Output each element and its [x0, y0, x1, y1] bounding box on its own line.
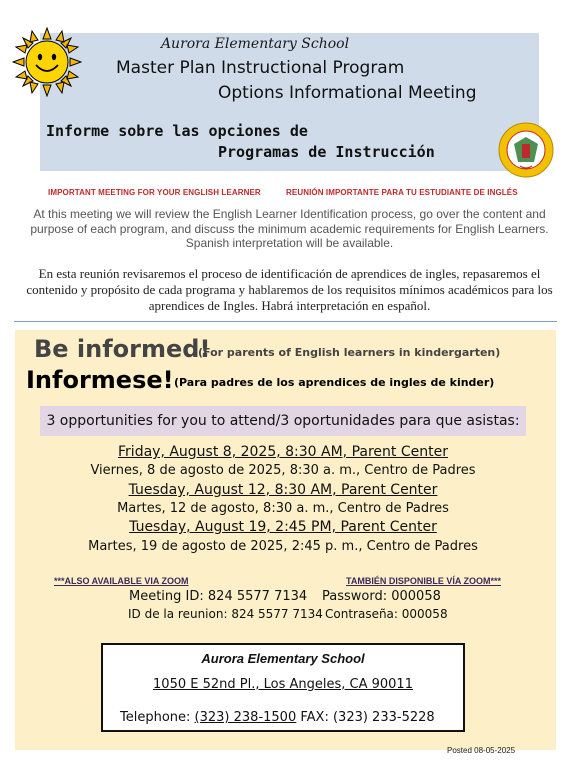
important-meeting-es: REUNIÓN IMPORTANTE PARA TU ESTUDIANTE DE INGLÉS [286, 188, 518, 197]
meeting-id-en: Meeting ID: 824 5577 7134 [129, 589, 308, 604]
meeting-id-es: ID de la reunion: 824 5577 7134 [128, 607, 323, 621]
opportunities-text: 3 opportunities for you to attend/3 oportunidades para que asistas: [46, 413, 520, 429]
password-en: Password: 000058 [322, 589, 441, 604]
password-es: Contraseña: 000058 [325, 607, 448, 621]
posted-date: Posted 08-05-2025 [447, 746, 516, 755]
address-street: 1050 E 52nd Pl., Los Angeles, CA 90011 [153, 677, 413, 692]
description-english: At this meeting we will review the English Learner Identification process, go over the content and purpose of each program, and discuss the minimum academic requirements for English Learners. Spanish interpretation will be available. [30, 207, 549, 250]
session-3-es: Martes, 19 de agosto de 2025, 2:45 p. m., Centro de Padres [88, 539, 478, 554]
session-1-en: Friday, August 8, 2025, 8:30 AM, Parent Center [118, 444, 448, 460]
phone-number[interactable]: (323) 238-1500 [194, 710, 297, 725]
phone-label: Telephone: [120, 710, 191, 725]
session-3-en: Tuesday, August 19, 2:45 PM, Parent Center [129, 519, 437, 535]
lausd-seal-icon [498, 122, 554, 178]
session-1-es: Viernes, 8 de agosto de 2025, 8:30 a. m., Centro de Padres [90, 463, 476, 478]
important-meeting-en: IMPORTANT MEETING FOR YOUR ENGLISH LEARNER [48, 188, 261, 197]
description-spanish: En esta reunión revisaremos el proceso de identificación de aprendices de ingles, repasaremos el contenido y propósito de cada programa y hablaremos de los requisitos mínimos académicos para los aprendices de Ingles. Habrá interpretación en español. [26, 266, 553, 313]
school-name-header: Aurora Elementary School [160, 36, 350, 52]
informese-subtitle: (Para padres de los aprendices de ingles de kinder) [174, 376, 495, 389]
zoom-label-es: TAMBIÉN DISPONIBLE VÍA ZOOM*** [346, 576, 502, 586]
be-informed-heading: Be informed! [34, 335, 211, 363]
title-es-line1: Informe sobre las opciones de [46, 122, 308, 140]
session-2-en: Tuesday, August 12, 8:30 AM, Parent Center [128, 482, 438, 498]
section-divider [14, 321, 557, 322]
address-phone-line [120, 710, 435, 725]
be-informed-subtitle: (For parents of English learners in kindergarten) [198, 346, 501, 359]
address-school-name: Aurora Elementary School [201, 651, 365, 666]
title-en-line2: Options Informational Meeting [218, 83, 477, 103]
title-en-line1: Master Plan Instructional Program [116, 58, 405, 78]
title-es-line2: Programas de Instrucción [218, 143, 435, 161]
fax-number: FAX: (323) 233-5228 [300, 710, 435, 725]
zoom-label-en: ***ALSO AVAILABLE VIA ZOOM [54, 576, 189, 586]
session-2-es: Martes, 12 de agosto, 8:30 a. m., Centro de Padres [117, 501, 449, 516]
informese-heading: Informese! [26, 366, 174, 394]
